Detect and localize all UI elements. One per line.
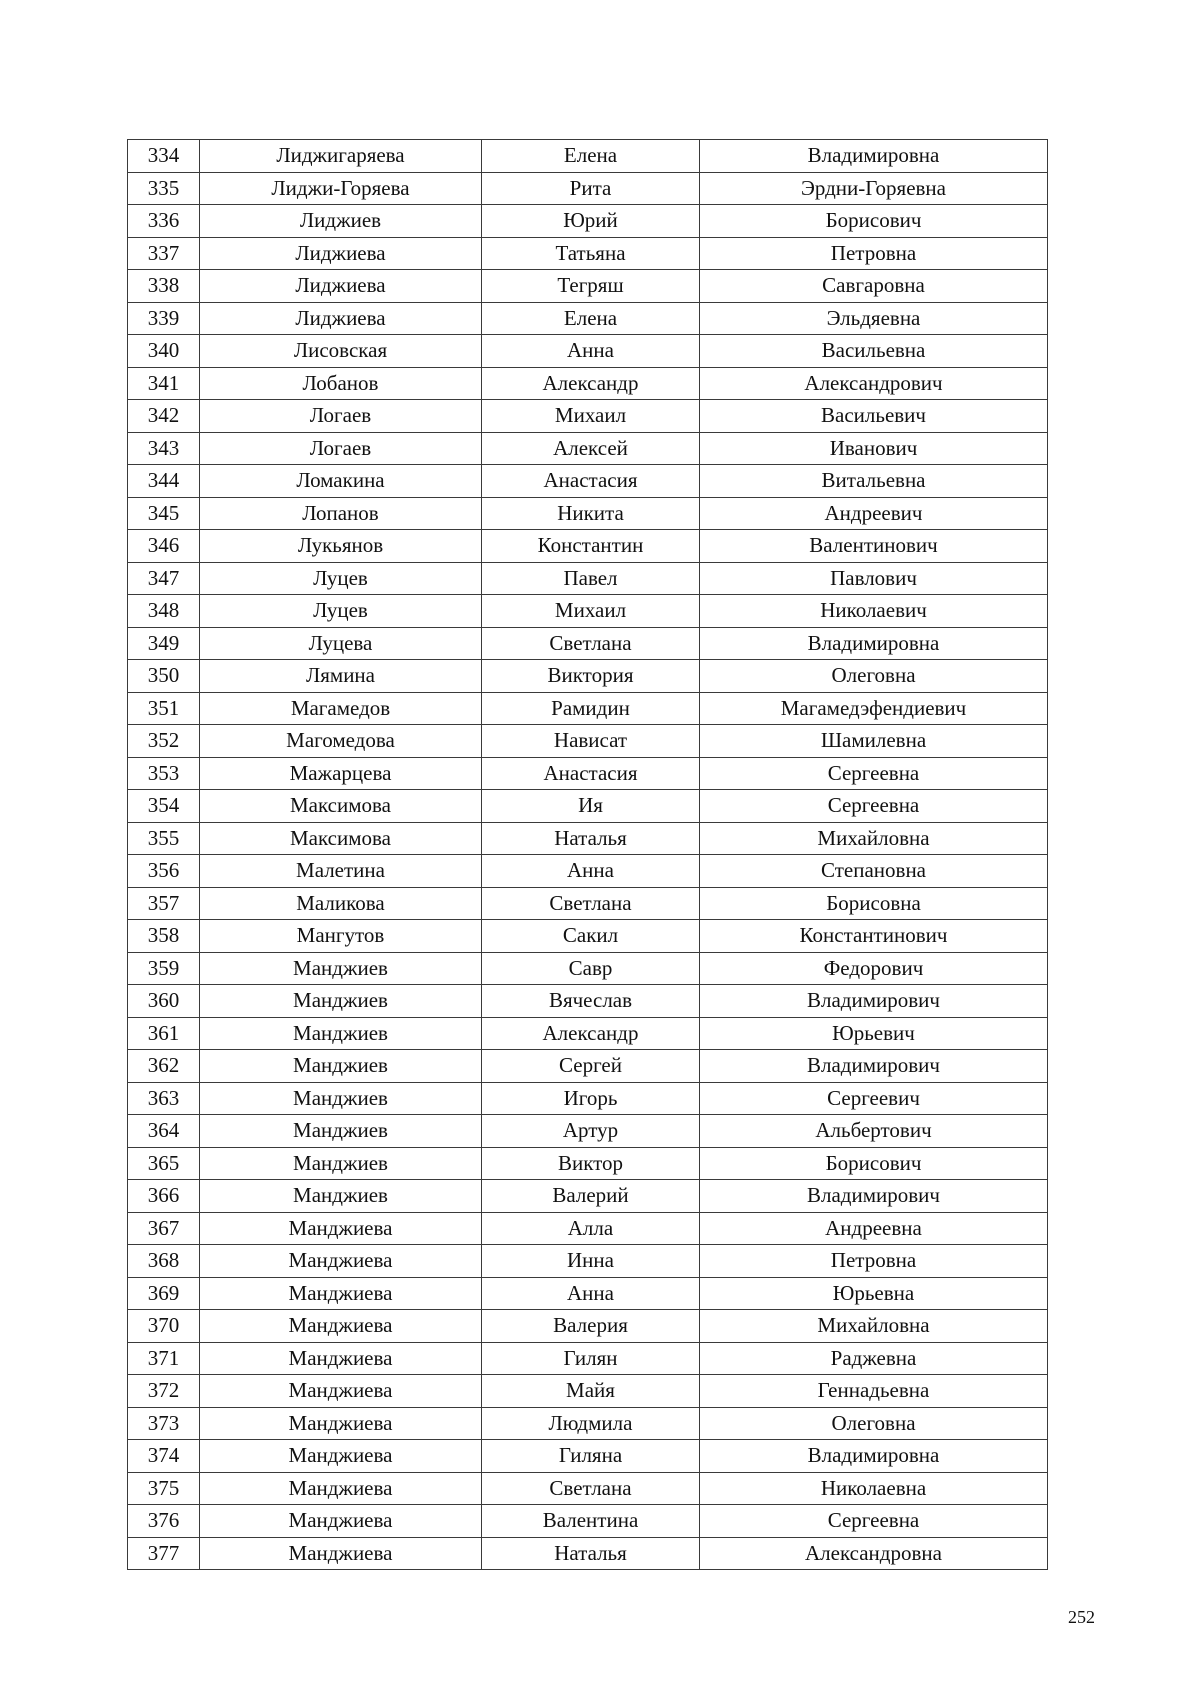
patronymic-cell: Альбертович [700, 1115, 1048, 1148]
row-number-cell: 363 [128, 1082, 200, 1115]
row-number-cell: 367 [128, 1212, 200, 1245]
last-name-cell: Маликова [200, 887, 482, 920]
first-name-cell: Рамидин [482, 692, 700, 725]
row-number-cell: 339 [128, 302, 200, 335]
patronymic-cell: Федорович [700, 952, 1048, 985]
last-name-cell: Манджиев [200, 985, 482, 1018]
patronymic-cell: Сергеевна [700, 1505, 1048, 1538]
row-number-cell: 361 [128, 1017, 200, 1050]
row-number-cell: 352 [128, 725, 200, 758]
patronymic-cell: Магамедэфендиевич [700, 692, 1048, 725]
patronymic-cell: Николаевна [700, 1472, 1048, 1505]
table-row [128, 1407, 1048, 1440]
patronymic-cell: Степановна [700, 855, 1048, 888]
first-name-cell: Валерия [482, 1310, 700, 1343]
patronymic-cell: Эрдни-Горяевна [700, 172, 1048, 205]
patronymic-cell: Андреевна [700, 1212, 1048, 1245]
table-row [128, 1277, 1048, 1310]
last-name-cell: Мангутов [200, 920, 482, 953]
last-name-cell: Манджиева [200, 1407, 482, 1440]
first-name-cell: Валерий [482, 1180, 700, 1213]
table-row [128, 627, 1048, 660]
table-row [128, 1440, 1048, 1473]
patronymic-cell: Олеговна [700, 1407, 1048, 1440]
row-number-cell: 348 [128, 595, 200, 628]
row-number-cell: 365 [128, 1147, 200, 1180]
table-row [128, 1472, 1048, 1505]
last-name-cell: Манджиева [200, 1472, 482, 1505]
first-name-cell: Михаил [482, 400, 700, 433]
table-row [128, 530, 1048, 563]
last-name-cell: Максимова [200, 790, 482, 823]
row-number-cell: 336 [128, 205, 200, 238]
row-number-cell: 375 [128, 1472, 200, 1505]
patronymic-cell: Раджевна [700, 1342, 1048, 1375]
row-number-cell: 344 [128, 465, 200, 498]
first-name-cell: Алексей [482, 432, 700, 465]
table-row [128, 172, 1048, 205]
row-number-cell: 335 [128, 172, 200, 205]
first-name-cell: Наталья [482, 822, 700, 855]
last-name-cell: Манджиев [200, 1180, 482, 1213]
patronymic-cell: Савгаровна [700, 270, 1048, 303]
patronymic-cell: Иванович [700, 432, 1048, 465]
first-name-cell: Майя [482, 1375, 700, 1408]
last-name-cell: Манджиева [200, 1245, 482, 1278]
first-name-cell: Рита [482, 172, 700, 205]
table-row [128, 725, 1048, 758]
first-name-cell: Александр [482, 1017, 700, 1050]
table-row [128, 1245, 1048, 1278]
last-name-cell: Лямина [200, 660, 482, 693]
patronymic-cell: Константинович [700, 920, 1048, 953]
row-number-cell: 366 [128, 1180, 200, 1213]
patronymic-cell: Петровна [700, 1245, 1048, 1278]
row-number-cell: 354 [128, 790, 200, 823]
table-row [128, 822, 1048, 855]
table-row [128, 1147, 1048, 1180]
table-row [128, 660, 1048, 693]
last-name-cell: Логаев [200, 432, 482, 465]
table-row [128, 497, 1048, 530]
first-name-cell: Константин [482, 530, 700, 563]
first-name-cell: Татьяна [482, 237, 700, 270]
first-name-cell: Нависат [482, 725, 700, 758]
last-name-cell: Малетина [200, 855, 482, 888]
patronymic-cell: Владимировна [700, 140, 1048, 173]
last-name-cell: Манджиев [200, 1082, 482, 1115]
patronymic-cell: Павлович [700, 562, 1048, 595]
row-number-cell: 345 [128, 497, 200, 530]
last-name-cell: Манджиев [200, 1017, 482, 1050]
last-name-cell: Лиджиева [200, 270, 482, 303]
first-name-cell: Сакил [482, 920, 700, 953]
table-row [128, 1212, 1048, 1245]
patronymic-cell: Борисович [700, 205, 1048, 238]
patronymic-cell: Андреевич [700, 497, 1048, 530]
first-name-cell: Александр [482, 367, 700, 400]
patronymic-cell: Владимировна [700, 627, 1048, 660]
last-name-cell: Манджиева [200, 1537, 482, 1570]
first-name-cell: Анна [482, 335, 700, 368]
patronymic-cell: Сергеевич [700, 1082, 1048, 1115]
last-name-cell: Лобанов [200, 367, 482, 400]
last-name-cell: Лопанов [200, 497, 482, 530]
first-name-cell: Михаил [482, 595, 700, 628]
last-name-cell: Манджиев [200, 1147, 482, 1180]
row-number-cell: 368 [128, 1245, 200, 1278]
person-list-table [127, 139, 1048, 1570]
row-number-cell: 374 [128, 1440, 200, 1473]
table-row [128, 1537, 1048, 1570]
last-name-cell: Манджиева [200, 1440, 482, 1473]
table-row [128, 985, 1048, 1018]
patronymic-cell: Владимирович [700, 1050, 1048, 1083]
patronymic-cell: Петровна [700, 237, 1048, 270]
first-name-cell: Светлана [482, 887, 700, 920]
row-number-cell: 373 [128, 1407, 200, 1440]
row-number-cell: 353 [128, 757, 200, 790]
patronymic-cell: Васильевич [700, 400, 1048, 433]
table-row [128, 1310, 1048, 1343]
table-row [128, 1082, 1048, 1115]
row-number-cell: 340 [128, 335, 200, 368]
first-name-cell: Тегряш [482, 270, 700, 303]
patronymic-cell: Васильевна [700, 335, 1048, 368]
table-row [128, 952, 1048, 985]
table-row [128, 1017, 1048, 1050]
first-name-cell: Павел [482, 562, 700, 595]
table-row [128, 140, 1048, 173]
patronymic-cell: Николаевич [700, 595, 1048, 628]
patronymic-cell: Александрович [700, 367, 1048, 400]
patronymic-cell: Геннадьевна [700, 1375, 1048, 1408]
patronymic-cell: Сергеевна [700, 790, 1048, 823]
table-row [128, 920, 1048, 953]
table-row [128, 1050, 1048, 1083]
row-number-cell: 350 [128, 660, 200, 693]
page-number: 252 [1068, 1607, 1095, 1627]
last-name-cell: Манджиев [200, 952, 482, 985]
last-name-cell: Манджиева [200, 1310, 482, 1343]
last-name-cell: Манджиева [200, 1342, 482, 1375]
row-number-cell: 342 [128, 400, 200, 433]
first-name-cell: Анастасия [482, 757, 700, 790]
last-name-cell: Лиджи-Горяева [200, 172, 482, 205]
table-row [128, 400, 1048, 433]
table-row [128, 562, 1048, 595]
last-name-cell: Манджиева [200, 1277, 482, 1310]
table-row [128, 595, 1048, 628]
row-number-cell: 357 [128, 887, 200, 920]
table-row [128, 432, 1048, 465]
table-row [128, 302, 1048, 335]
first-name-cell: Инна [482, 1245, 700, 1278]
last-name-cell: Максимова [200, 822, 482, 855]
first-name-cell: Сергей [482, 1050, 700, 1083]
row-number-cell: 362 [128, 1050, 200, 1083]
first-name-cell: Никита [482, 497, 700, 530]
first-name-cell: Анна [482, 1277, 700, 1310]
last-name-cell: Ломакина [200, 465, 482, 498]
last-name-cell: Лиджиев [200, 205, 482, 238]
patronymic-cell: Юрьевна [700, 1277, 1048, 1310]
first-name-cell: Виктория [482, 660, 700, 693]
last-name-cell: Манджиева [200, 1212, 482, 1245]
row-number-cell: 372 [128, 1375, 200, 1408]
last-name-cell: Лисовская [200, 335, 482, 368]
row-number-cell: 347 [128, 562, 200, 595]
row-number-cell: 349 [128, 627, 200, 660]
last-name-cell: Мажарцева [200, 757, 482, 790]
last-name-cell: Луцева [200, 627, 482, 660]
last-name-cell: Лиджиева [200, 302, 482, 335]
last-name-cell: Манджиева [200, 1375, 482, 1408]
table-row [128, 692, 1048, 725]
last-name-cell: Манджиева [200, 1505, 482, 1538]
table-row [128, 1505, 1048, 1538]
patronymic-cell: Михайловна [700, 822, 1048, 855]
table-row [128, 335, 1048, 368]
first-name-cell: Светлана [482, 627, 700, 660]
first-name-cell: Вячеслав [482, 985, 700, 1018]
last-name-cell: Лиджигаряева [200, 140, 482, 173]
last-name-cell: Манджиев [200, 1115, 482, 1148]
row-number-cell: 356 [128, 855, 200, 888]
row-number-cell: 364 [128, 1115, 200, 1148]
first-name-cell: Игорь [482, 1082, 700, 1115]
first-name-cell: Гиляна [482, 1440, 700, 1473]
patronymic-cell: Шамилевна [700, 725, 1048, 758]
table-row [128, 855, 1048, 888]
patronymic-cell: Борисовна [700, 887, 1048, 920]
patronymic-cell: Борисович [700, 1147, 1048, 1180]
table-row [128, 1375, 1048, 1408]
table-row [128, 1342, 1048, 1375]
table-row [128, 205, 1048, 238]
row-number-cell: 337 [128, 237, 200, 270]
last-name-cell: Магамедов [200, 692, 482, 725]
patronymic-cell: Владимирович [700, 1180, 1048, 1213]
patronymic-cell: Александровна [700, 1537, 1048, 1570]
patronymic-cell: Сергеевна [700, 757, 1048, 790]
row-number-cell: 377 [128, 1537, 200, 1570]
table-row [128, 465, 1048, 498]
first-name-cell: Ия [482, 790, 700, 823]
last-name-cell: Луцев [200, 562, 482, 595]
row-number-cell: 359 [128, 952, 200, 985]
last-name-cell: Луцев [200, 595, 482, 628]
first-name-cell: Савр [482, 952, 700, 985]
patronymic-cell: Витальевна [700, 465, 1048, 498]
patronymic-cell: Владимировна [700, 1440, 1048, 1473]
last-name-cell: Лиджиева [200, 237, 482, 270]
row-number-cell: 370 [128, 1310, 200, 1343]
first-name-cell: Алла [482, 1212, 700, 1245]
table-row [128, 757, 1048, 790]
first-name-cell: Юрий [482, 205, 700, 238]
patronymic-cell: Олеговна [700, 660, 1048, 693]
first-name-cell: Елена [482, 302, 700, 335]
table-row [128, 887, 1048, 920]
table-row [128, 1115, 1048, 1148]
table-row [128, 790, 1048, 823]
row-number-cell: 376 [128, 1505, 200, 1538]
row-number-cell: 343 [128, 432, 200, 465]
first-name-cell: Светлана [482, 1472, 700, 1505]
row-number-cell: 341 [128, 367, 200, 400]
patronymic-cell: Владимирович [700, 985, 1048, 1018]
first-name-cell: Наталья [482, 1537, 700, 1570]
patronymic-cell: Валентинович [700, 530, 1048, 563]
first-name-cell: Людмила [482, 1407, 700, 1440]
row-number-cell: 371 [128, 1342, 200, 1375]
table-row [128, 1180, 1048, 1213]
table-row [128, 270, 1048, 303]
first-name-cell: Анастасия [482, 465, 700, 498]
row-number-cell: 369 [128, 1277, 200, 1310]
patronymic-cell: Юрьевич [700, 1017, 1048, 1050]
last-name-cell: Манджиев [200, 1050, 482, 1083]
patronymic-cell: Михайловна [700, 1310, 1048, 1343]
patronymic-cell: Эльдяевна [700, 302, 1048, 335]
table-row [128, 237, 1048, 270]
row-number-cell: 358 [128, 920, 200, 953]
row-number-cell: 334 [128, 140, 200, 173]
row-number-cell: 338 [128, 270, 200, 303]
row-number-cell: 360 [128, 985, 200, 1018]
last-name-cell: Лукьянов [200, 530, 482, 563]
first-name-cell: Анна [482, 855, 700, 888]
first-name-cell: Гилян [482, 1342, 700, 1375]
first-name-cell: Виктор [482, 1147, 700, 1180]
first-name-cell: Артур [482, 1115, 700, 1148]
row-number-cell: 355 [128, 822, 200, 855]
row-number-cell: 346 [128, 530, 200, 563]
row-number-cell: 351 [128, 692, 200, 725]
table-row [128, 367, 1048, 400]
first-name-cell: Елена [482, 140, 700, 173]
person-list-body [128, 140, 1048, 1570]
last-name-cell: Магомедова [200, 725, 482, 758]
first-name-cell: Валентина [482, 1505, 700, 1538]
last-name-cell: Логаев [200, 400, 482, 433]
